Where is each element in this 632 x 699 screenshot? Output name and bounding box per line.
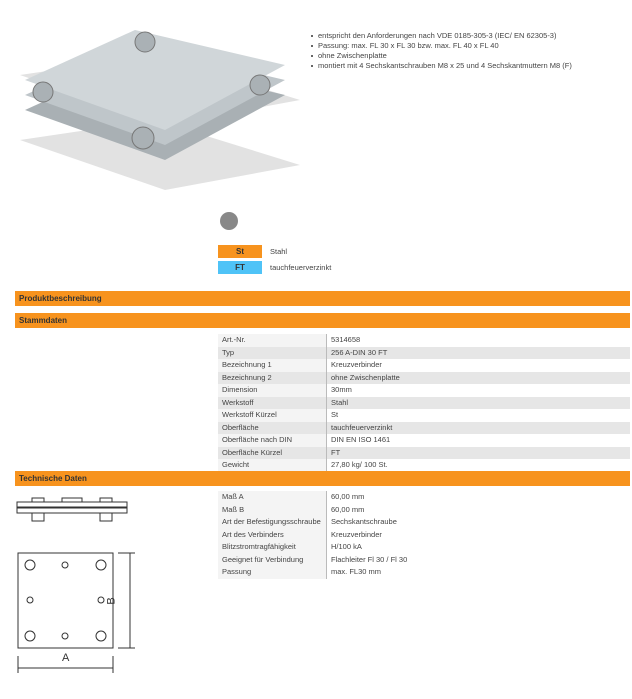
row-label: Oberfläche nach DIN — [218, 434, 327, 447]
table-row — [218, 434, 630, 447]
table-row — [218, 447, 630, 460]
table-row — [218, 372, 630, 385]
table-row — [218, 491, 630, 504]
row-label: Bezeichnung 1 — [218, 359, 327, 372]
table-row — [218, 459, 630, 472]
feature-item: montiert mit 4 Sechskantschrauben M8 x 25 und 4 Sechskantmuttern M8 (F) — [318, 61, 572, 70]
material-label: tauchfeuerverzinkt — [270, 263, 332, 272]
row-label: Maß B — [218, 504, 327, 517]
table-row — [218, 409, 630, 422]
table-row — [218, 541, 630, 554]
row-label: Geeignet für Verbindung — [218, 554, 327, 567]
certification-icon — [220, 212, 238, 230]
row-label: Oberfläche Kürzel — [218, 447, 327, 460]
master-data-table — [218, 334, 630, 472]
table-row — [218, 347, 630, 360]
row-label: Werkstoff Kürzel — [218, 409, 327, 422]
row-label: Passung — [218, 566, 327, 579]
row-label: Werkstoff — [218, 397, 327, 410]
row-value: DIN EN ISO 1461 — [331, 435, 391, 444]
dimension-a-label: A — [62, 652, 70, 664]
row-label: Art des Verbinders — [218, 529, 327, 542]
table-row — [218, 397, 630, 410]
dimension-b-label: B — [105, 597, 118, 605]
row-label: Art der Befestigungsschraube — [218, 516, 327, 529]
row-value: tauchfeuerverzinkt — [327, 422, 631, 435]
row-label: Dimension — [218, 384, 327, 397]
table-row — [218, 359, 630, 372]
row-value: St — [331, 410, 339, 419]
table-row — [218, 529, 630, 542]
row-label: Oberfläche — [218, 422, 327, 435]
row-value: Stahl — [327, 397, 631, 410]
row-label: Gewicht — [218, 459, 327, 472]
row-value: 60,00 mm — [331, 492, 365, 501]
section-technical-data[interactable]: Technische Daten — [15, 471, 630, 486]
side-view-drawing — [12, 488, 137, 528]
table-row — [218, 566, 630, 579]
section-master-data[interactable]: Stammdaten — [15, 313, 630, 328]
section-description[interactable]: Produktbeschreibung — [15, 291, 630, 306]
row-value: Sechskantschraube — [331, 517, 397, 526]
row-value: 27,80 kg/ 100 St. — [331, 460, 388, 469]
material-badge-ft: FT — [218, 261, 262, 274]
row-value: 5314658 — [331, 335, 361, 344]
table-row — [218, 422, 630, 435]
row-value: Kreuzverbinder — [331, 360, 382, 369]
row-label: Blitzstromtragfähigkeit — [218, 541, 327, 554]
feature-item: ohne Zwischenplatte — [318, 51, 572, 61]
top-view-drawing — [10, 548, 140, 678]
row-value: 30mm — [331, 385, 352, 394]
material-badge-st: St — [218, 245, 262, 258]
feature-list — [308, 31, 572, 71]
row-value: Flachleiter Fl 30 / Fl 30 — [331, 554, 408, 564]
table-row — [218, 516, 630, 529]
row-value: 60,00 mm — [331, 504, 365, 514]
row-value: FT — [327, 447, 631, 460]
row-value: 256 A-DIN 30 FT — [327, 347, 631, 360]
feature-item: Passung: max. FL 30 x FL 30 bzw. max. FL 40 x FL 40 — [318, 41, 572, 51]
row-label: Bezeichnung 2 — [218, 372, 327, 385]
row-label: Art.-Nr. — [218, 334, 327, 347]
table-row — [218, 334, 630, 347]
table-row — [218, 384, 630, 397]
technical-data-table — [218, 491, 630, 579]
table-row — [218, 504, 630, 517]
row-label: Maß A — [218, 491, 327, 504]
row-value: H/100 kA — [331, 542, 362, 551]
row-label: Typ — [218, 347, 327, 360]
material-label: Stahl — [270, 247, 288, 256]
feature-item: entspricht den Anforderungen nach VDE 0185-305-3 (IEC/ EN 62305-3) — [318, 31, 572, 41]
product-image — [15, 0, 305, 210]
row-value: ohne Zwischenplatte — [327, 372, 631, 385]
table-row — [218, 554, 630, 567]
row-value: Kreuzverbinder — [331, 529, 382, 539]
row-value: max. FL30 mm — [331, 567, 382, 576]
